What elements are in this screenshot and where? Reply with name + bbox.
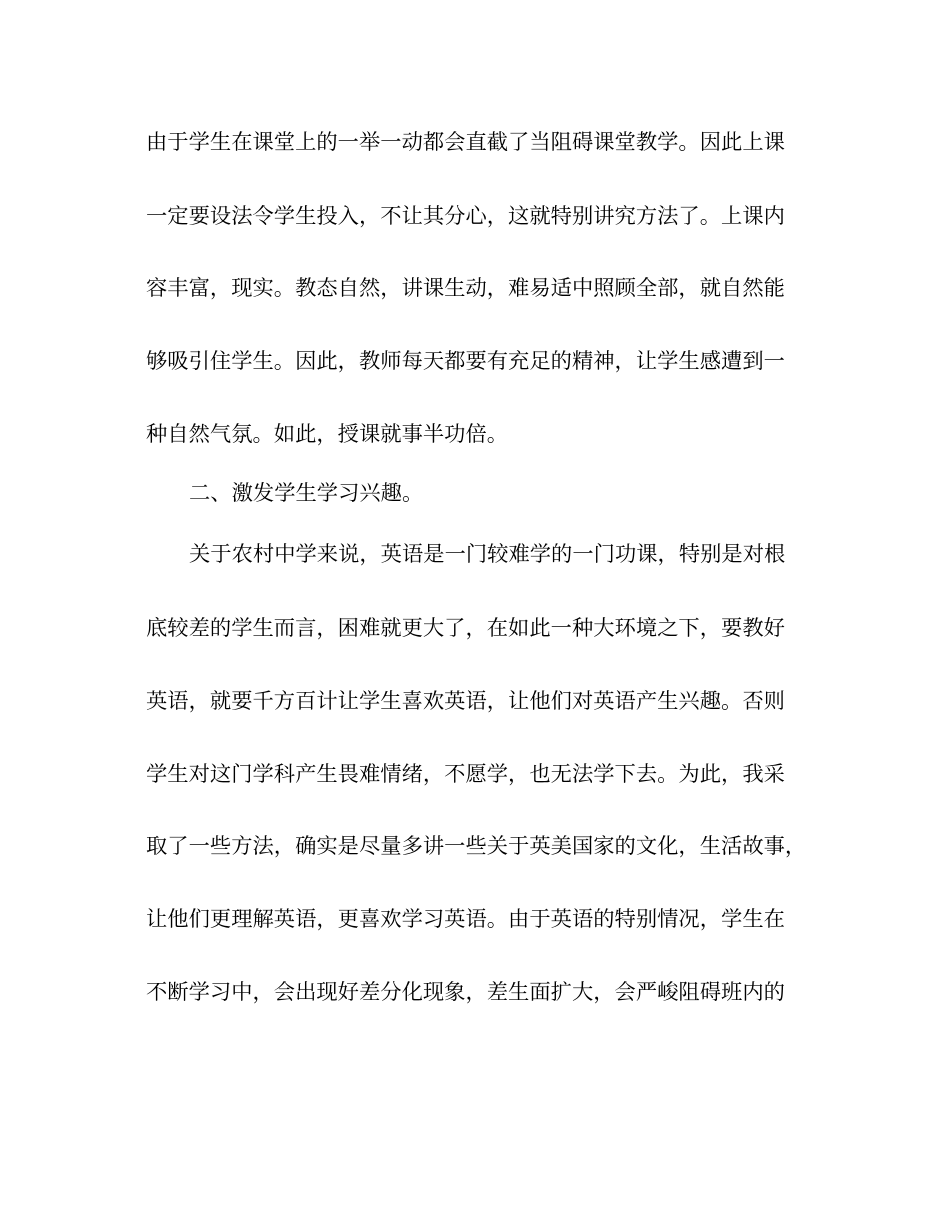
paragraph-line: 取了一些方法，确实是尽量多讲一些关于英美国家的文化，生活故事，	[146, 834, 807, 859]
paragraph-line: 不断学习中，会出现好差分化现象，差生面扩大，会严峻阻碍班内的	[146, 980, 785, 1005]
paragraph-line: 底较差的学生而言，困难就更大了，在如此一种大环境之下，要教好	[146, 616, 785, 641]
paragraph-line: 学生对这门学科产生畏难情绪，不愿学，也无法学下去。为此，我采	[146, 762, 785, 787]
paragraph-line: 种自然气氛。如此，授课就事半功倍。	[146, 422, 509, 447]
paragraph-line: 英语，就要千方百计让学生喜欢英语，让他们对英语产生兴趣。否则	[146, 689, 785, 714]
paragraph-line: 容丰富，现实。教态自然，讲课生动，难易适中照顾全部，就自然能	[146, 276, 785, 301]
paragraph-line: 让他们更理解英语，更喜欢学习英语。由于英语的特别情况，学生在	[146, 907, 785, 932]
paragraph-line: 由于学生在课堂上的一举一动都会直截了当阻碍课堂教学。因此上课	[146, 130, 785, 155]
paragraph-line: 一定要设法令学生投入，不让其分心，这就特别讲究方法了。上课内	[146, 204, 785, 229]
paragraph-line: 关于农村中学来说，英语是一门较难学的一门功课，特别是对根	[189, 542, 786, 567]
section-heading: 二、激发学生学习兴趣。	[189, 481, 424, 506]
paragraph-line: 够吸引住学生。因此，教师每天都要有充足的精神，让学生感遭到一	[146, 349, 785, 374]
